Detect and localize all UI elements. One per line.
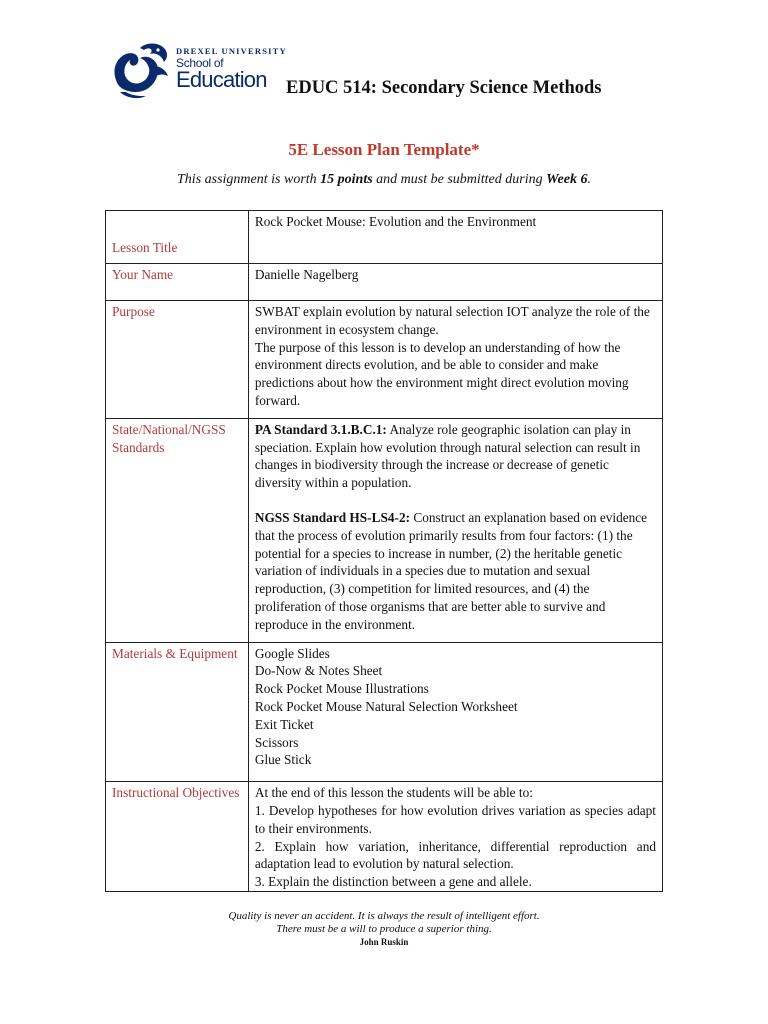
your-name-value: Danielle Nagelberg <box>248 264 662 301</box>
material-item: Glue Stick <box>254 752 312 768</box>
material-item: Scissors <box>254 734 299 750</box>
note-week: Week 6 <box>546 172 588 187</box>
objective-item: 3. Explain the distinction between a gene and allele. <box>254 874 532 890</box>
objective-item: 1. Develop hypotheses for how evolution drives variation as species adapt to their environments. <box>254 802 656 836</box>
purpose-value <box>248 301 662 419</box>
lesson-title-value: Rock Pocket Mouse: Evolution and the Environment <box>248 211 662 264</box>
standards-label: State/National/NGSS Standards <box>106 418 249 642</box>
ngss-standard-head: NGSS Standard HS-LS4-2: <box>254 509 411 525</box>
drexel-dragon-logo-icon <box>110 40 172 100</box>
purpose-line-1: SWBAT explain evolution by natural selection IOT analyze the role of the environment in ecosystem change. <box>254 304 650 337</box>
university-name: DREXEL UNIVERSITY <box>176 46 287 56</box>
note-pre: This assignment is worth <box>177 172 321 187</box>
lesson-title-label: Lesson Title <box>106 211 249 264</box>
header <box>110 40 670 110</box>
pa-standard-text: Analyze role geographic isolation can play in speciation. Explain how evolution through natural selection can result in changes in biodiversity through the increase or decrease of genetic diversity within a population. <box>254 421 641 491</box>
education-label: Education <box>176 67 267 92</box>
material-item: Rock Pocket Mouse Natural Selection Worksheet <box>254 698 518 714</box>
material-item: Rock Pocket Mouse Illustrations <box>254 681 429 697</box>
quote-line-2: There must be a will to produce a superior thing. <box>276 923 492 935</box>
school-of-label: School of <box>176 56 224 70</box>
note-points: 15 points <box>320 172 373 187</box>
footer-quote <box>0 910 768 949</box>
table-row <box>106 301 663 419</box>
ngss-standard-text: Construct an explanation based on evidence that the process of evolution primarily results from four factors: (1) the potential for a species to increase in number, (2) the heritable genetic variation of individuals in a species due to mutation and sexual reproduction, (3) competition for limited resources, and (4) the proliferation of those organisms that are better able to survive and reproduce in the environment. <box>254 509 648 632</box>
spacer <box>255 492 656 509</box>
note-mid: and must be submitted during <box>372 172 547 187</box>
table-row <box>106 642 663 782</box>
pa-standard <box>255 421 656 492</box>
course-title: EDUC 514: Secondary Science Methods <box>286 78 602 98</box>
materials-label: Materials & Equipment <box>106 642 249 782</box>
school-wordmark <box>176 46 287 93</box>
lesson-plan-table <box>105 210 663 892</box>
objective-item: 2. Explain how variation, inheritance, differential reproduction and adaptation lead to evolution by natural selection. <box>254 838 656 872</box>
material-item: Do-Now & Notes Sheet <box>254 663 383 679</box>
ngss-standard <box>255 509 656 634</box>
material-item: Exit Ticket <box>254 716 314 732</box>
purpose-label: Purpose <box>106 301 249 419</box>
purpose-line-2: The purpose of this lesson is to develop an understanding of how the environment directs evolution, and be able to consider and make predictions about how the environment might direct evolution moving forward. <box>254 339 629 408</box>
materials-value <box>248 642 662 782</box>
objectives-intro: At the end of this lesson the students will be able to: <box>254 785 533 801</box>
standards-value <box>248 418 662 642</box>
document-title: 5E Lesson Plan Template* <box>288 140 480 159</box>
pa-standard-head: PA Standard 3.1.B.C.1: <box>254 421 387 437</box>
table-row <box>106 264 663 301</box>
objectives-label: Instructional Objectives <box>106 782 249 892</box>
table-row <box>106 782 663 892</box>
quote-line-1: Quality is never an accident. It is always the result of intelligent effort. <box>228 910 540 922</box>
material-item: Google Slides <box>254 645 330 661</box>
assignment-note <box>0 172 768 188</box>
table-row <box>106 418 663 642</box>
table-row <box>106 211 663 264</box>
quote-author: John Ruskin <box>359 937 409 947</box>
objectives-value <box>248 782 662 892</box>
your-name-label: Your Name <box>106 264 249 301</box>
note-end: . <box>587 172 591 187</box>
